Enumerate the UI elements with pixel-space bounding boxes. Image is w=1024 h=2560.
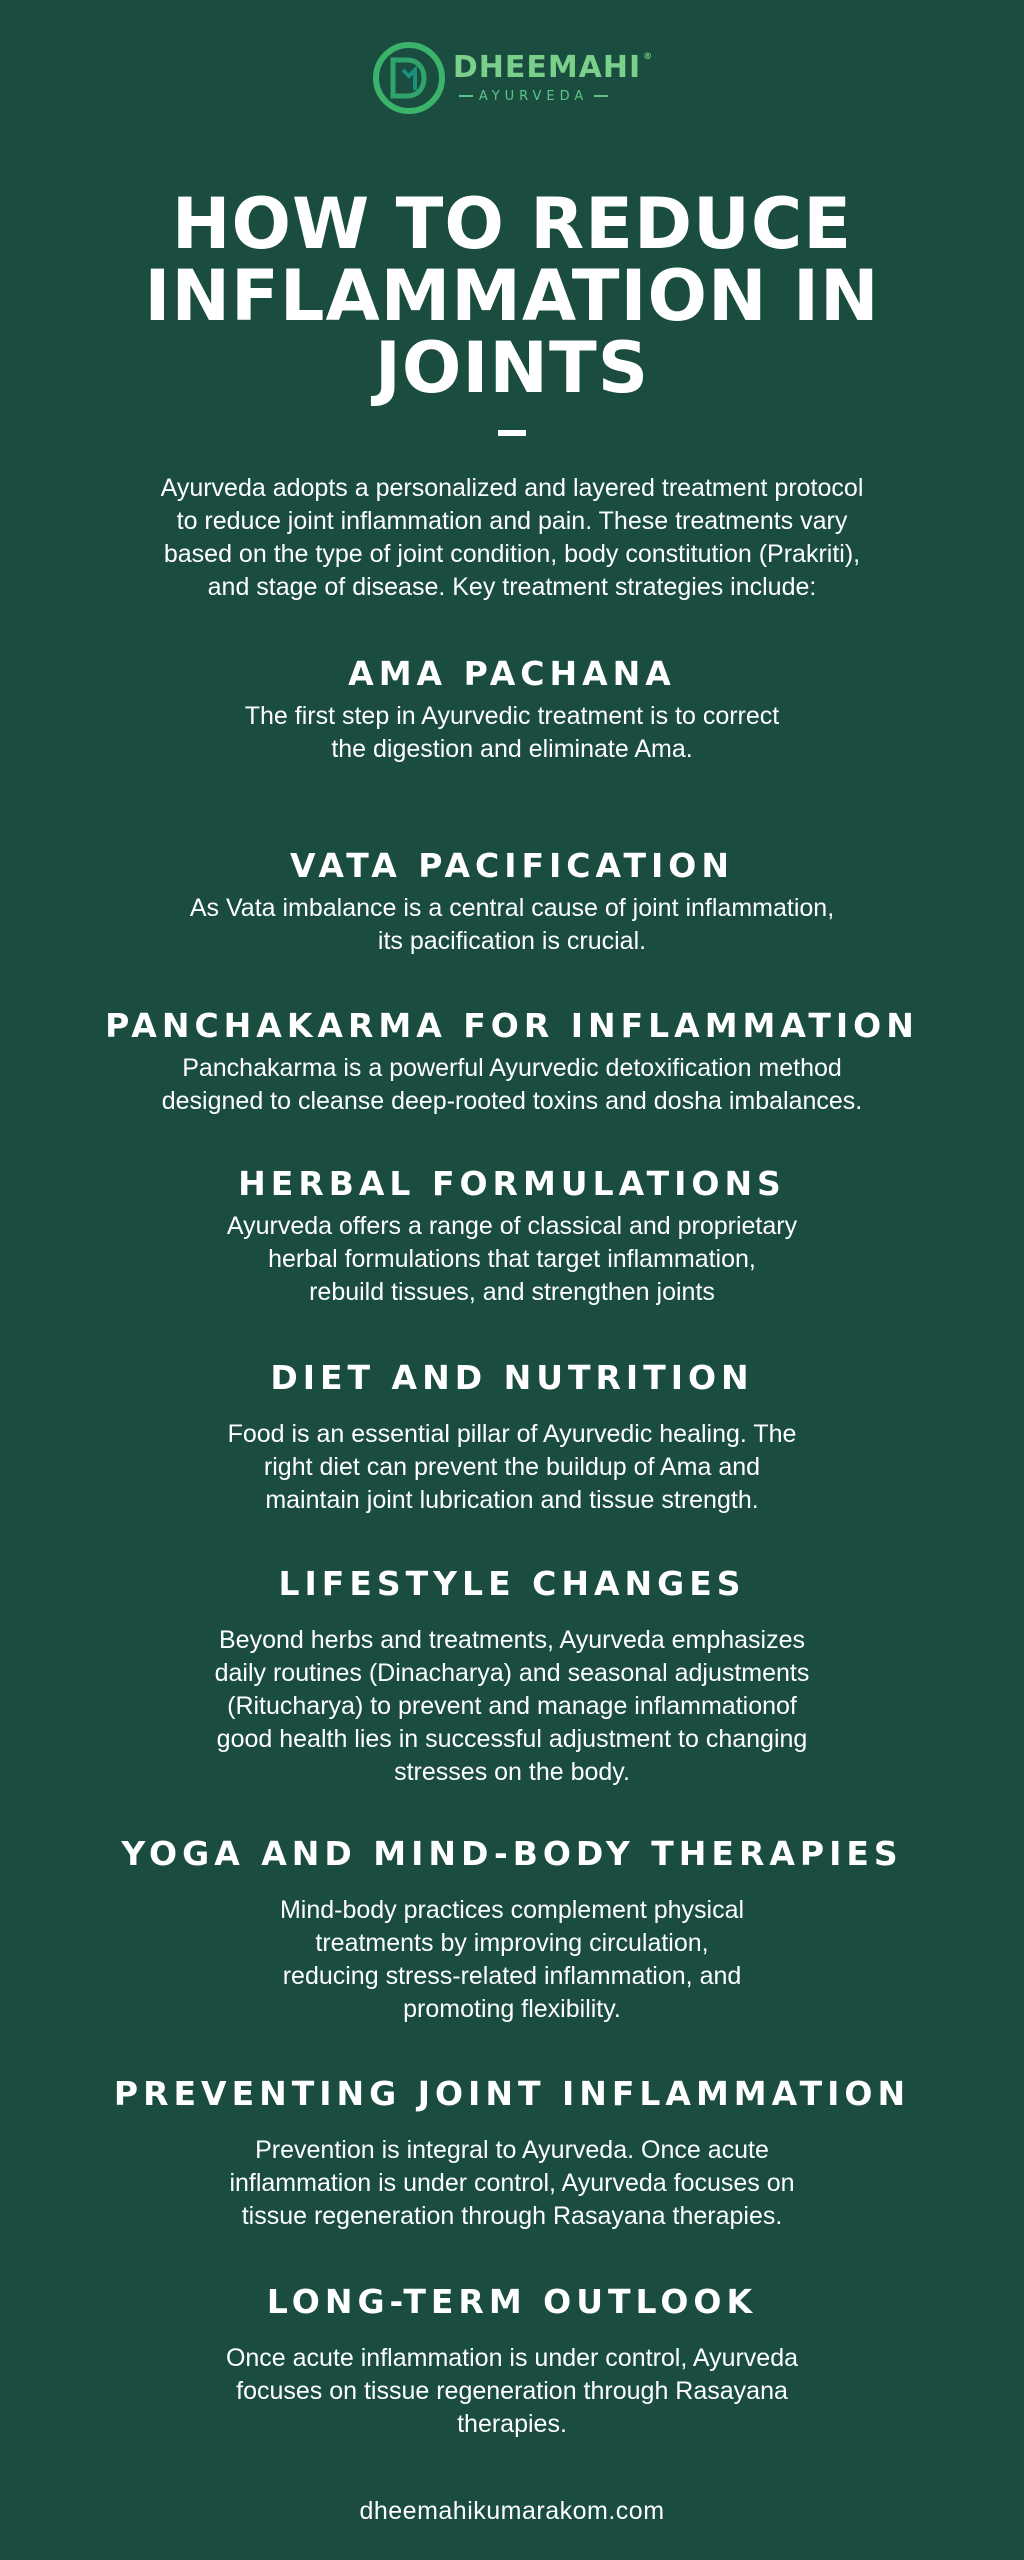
section-heading: HERBAL FORMULATIONS (238, 1164, 786, 1203)
brand-name: DHEEMAHI (452, 49, 642, 85)
section-lifestyle-changes (0, 1564, 1024, 1789)
section-heading: PREVENTING JOINT INFLAMMATION (113, 2074, 911, 2113)
intro-paragraph: Ayurveda adopts a personalized and layered treatment protocol to reduce joint inflammation and pain. These treatments vary based on the type of joint condition, body constitution (Prakriti), and stage of disease. Key treatment strategies include: (160, 474, 864, 601)
section-heading: VATA PACIFICATION (290, 846, 734, 885)
trademark-mark: ® (643, 51, 654, 62)
section-heading: AMA PACHANA (348, 654, 676, 693)
brand-logo (0, 40, 1024, 116)
section-vata-pacification (0, 846, 1024, 958)
section-diet-nutrition (0, 1358, 1024, 1517)
section-text: Ayurveda offers a range of classical and proprietary herbal formulations that target inflammation, rebuild tissues, and strengthen joints (226, 1212, 798, 1306)
section-panchakarma (0, 1006, 1024, 1118)
section-heading: LIFESTYLE CHANGES (278, 1564, 746, 1603)
page-title (0, 183, 1024, 409)
title-line: JOINTS (374, 327, 650, 409)
section-herbal-formulations (0, 1164, 1024, 1309)
section-text: The first step in Ayurvedic treatment is to correct the digestion and eliminate Ama. (244, 702, 780, 763)
section-text: Food is an essential pillar of Ayurvedic healing. The right diet can prevent the buildup of Ama and maintain joint lubrication and tissue strength. (227, 1420, 797, 1514)
section-yoga-mind-body (0, 1834, 1024, 2026)
section-long-term-outlook (0, 2282, 1024, 2441)
title-divider (498, 430, 526, 436)
section-text: Mind-body practices complement physical treatments by improving circulation, reducing stress-related inflammation, and promoting flexibility. (279, 1896, 745, 2023)
section-text: Beyond herbs and treatments, Ayurveda emphasizes daily routines (Dinacharya) and seasonal adjustments (Ritucharya) to prevent and manage inflammationof good health lies in successful adjustment to changing stresses on the body. (214, 1626, 810, 1786)
section-text: As Vata imbalance is a central cause of joint inflammation, its pacification is crucial. (189, 894, 835, 955)
section-heading: PANCHAKARMA FOR INFLAMMATION (105, 1006, 919, 1045)
brand-tagline: AYURVEDA (478, 88, 589, 104)
title-line: INFLAMMATION IN (144, 255, 880, 337)
section-text: Prevention is integral to Ayurveda. Once acute inflammation is under control, Ayurveda focuses on tissue regeneration through Rasayana therapies. (229, 2136, 795, 2230)
footer-website: dheemahikumarakom.com (359, 2497, 665, 2525)
section-preventing-inflammation (0, 2074, 1024, 2233)
section-heading: DIET AND NUTRITION (270, 1358, 754, 1397)
section-heading: LONG-TERM OUTLOOK (266, 2282, 758, 2321)
title-line: HOW TO REDUCE (171, 183, 853, 265)
dheemahi-logo-icon (371, 40, 447, 116)
section-text: Panchakarma is a powerful Ayurvedic detoxification method designed to cleanse deep-rooted toxins and dosha imbalances. (161, 1054, 863, 1115)
section-ama-pachana (0, 654, 1024, 766)
section-text: Once acute inflammation is under control, Ayurveda focuses on tissue regeneration through Rasayana therapies. (225, 2344, 799, 2438)
section-heading: YOGA AND MIND-BODY THERAPIES (121, 1834, 903, 1873)
